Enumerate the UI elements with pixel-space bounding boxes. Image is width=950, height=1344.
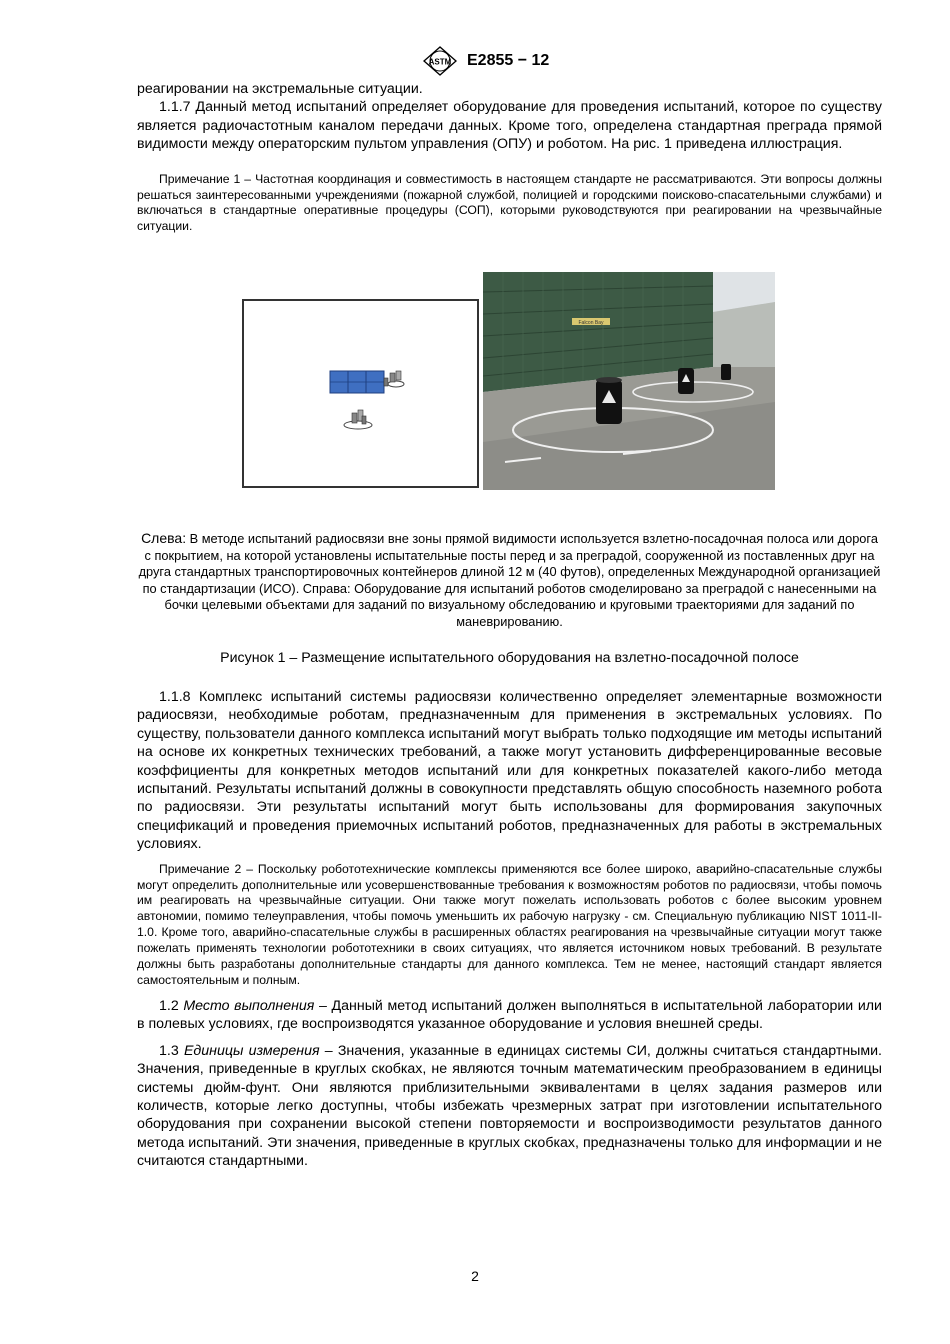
section-1-2-term: Место выполнения bbox=[183, 997, 315, 1014]
section-1-3 bbox=[137, 1042, 882, 1171]
figure-title: Рисунок 1 – Размещение испытательного оборудования на взлетно-посадочной полосе bbox=[220, 650, 799, 666]
figure-caption bbox=[137, 530, 882, 631]
container-sign-text: Falcon Bay bbox=[578, 320, 604, 326]
section-1-3-text: – Значения, указанные в единицах системы СИ, должны считаться стандартными. Значения, приведенные в круглых скобках, не являются точным математическим преобразованием в единицы системы дюйм-фунт. Они являются приблизительными эквивалентами в целях задания размеров или количеств, которые легко доступны, чтобы избежать чрезмерных затрат при изготовлении испытательного оборудования при сохранении высокой степени повторяемости и воспроизводимости результатов данного метода испытаний. Эти значения, приведенные в круглых скобках, предназначены только для информации и не считаются стандартными. bbox=[137, 1042, 882, 1170]
figure-diagram bbox=[242, 299, 479, 488]
doc-number: E2855 − 12 bbox=[467, 52, 550, 69]
note-2: Примечание 2 – Поскольку робототехнические комплексы применяются все более широко, аварийно-спасательные службы могут определить дополнительные или усовершенствованные требования к возможностям роботов по радиосвязи, чтобы помочь им реагировать на чрезвычайные ситуации. Они также могут пожелать использовать роботов с более высоким уровнем автономии, помимо телеуправления, чтобы помочь уменьшить их рабочую нагрузку - см. Специальную публикацию NIST 1011-II-1.0. Кроме того, аварийно-спасательные службы в расширенных областях реагирования на чрезвычайные ситуации могут также пожелать применять технологии робототехники в своих ситуациях, что является источником новых требований. В результате должны быть разработаны дополнительные стандарты для данного комплекса. Тем не менее, настоящий стандарт является самостоятельным и полным. bbox=[137, 861, 882, 987]
figure-1 bbox=[242, 272, 775, 490]
paragraph-1-1-8: 1.1.8 Комплекс испытаний системы радиосвязи количественно определяет элементарные возможности радиосвязи, необходимые роботам, предназначенным для применения в экстремальных условиях. По существу, пользователи данного комплекса испытаний могут выбрать только подходящие им методы испытаний на основе их конкретных технических требований, а также могут установить дифференцированные весовые коэффициенты для конкретных методов испытаний или для конкретных показателей какого-либо метода испытаний. Результаты испытаний должны в совокупности представлять общую способность наземного робота по радиосвязи. Эти результаты испытаний могут быть использованы для формирования закупочных спецификаций и проведения приемочных испытаний роботов, предназначенных для работы в экстремальных условиях. bbox=[137, 689, 883, 853]
section-1-3-term: Единицы измерения bbox=[183, 1042, 320, 1059]
test-site-photo bbox=[483, 272, 775, 490]
logo-text: ASTM bbox=[428, 57, 452, 67]
paragraph-1-1-7: 1.1.7 Данный метод испытаний определяет оборудование для проведения испытаний, которое по существу является радиочастотным каналом передачи данных. Кроме того, определена стандартная преграда прямой видимости между операторским пультом управления (ОПУ) и роботом. На рис. 1 приведена иллюстрация. bbox=[137, 99, 882, 153]
section-1-3-number: 1.3 bbox=[159, 1042, 179, 1059]
note-1: Примечание 1 – Частотная координация и совместимость в настоящем стандарте не рассматриваются. Эти вопросы должны решаться заинтересованными учреждениями (пожарной службой, полицией и городскими поисково-спасательными службами) и включаться в стандартные оперативные процедуры (СОП), которыми руководствуются при реагировании на чрезвычайные ситуации. bbox=[137, 171, 882, 234]
section-1-2-text: – Данный метод испытаний должен выполняться в испытательной лаборатории или в полевых условиях, где воспроизводятся указанное оборудование и условия внешней среды. bbox=[137, 997, 882, 1033]
figure-photo bbox=[483, 272, 775, 490]
main-section bbox=[137, 688, 882, 1171]
page-header bbox=[0, 46, 950, 78]
layout-diagram bbox=[244, 301, 477, 486]
section-1-2-number: 1.2 bbox=[159, 997, 179, 1014]
caption-lead: Слева: bbox=[141, 530, 187, 546]
section-1-2 bbox=[137, 997, 882, 1034]
paragraph-continuation: реагировании на экстремальные ситуации. bbox=[137, 81, 423, 97]
top-section bbox=[137, 80, 882, 235]
caption-text: В методе испытаний радиосвязи вне зоны прямой видимости используется взлетно-посадочная полоса или дорога с покрытием, на которой установлены испытательные посты перед и за преградой, сооруженной из поставленных друг на друга стандартных транспортировочных контейнеров длиной 12 м (40 футов), определенных Международной организацией по стандартизации (ИСО). Справа: Оборудование для испытаний роботов смоделировано за преградой с нанесенными на бочки целевыми объектами для заданий по визуальному обследованию и круговыми траекториями для заданий по маневрированию. bbox=[138, 531, 881, 629]
page-number: 2 bbox=[471, 1268, 479, 1284]
astm-logo bbox=[423, 46, 457, 76]
